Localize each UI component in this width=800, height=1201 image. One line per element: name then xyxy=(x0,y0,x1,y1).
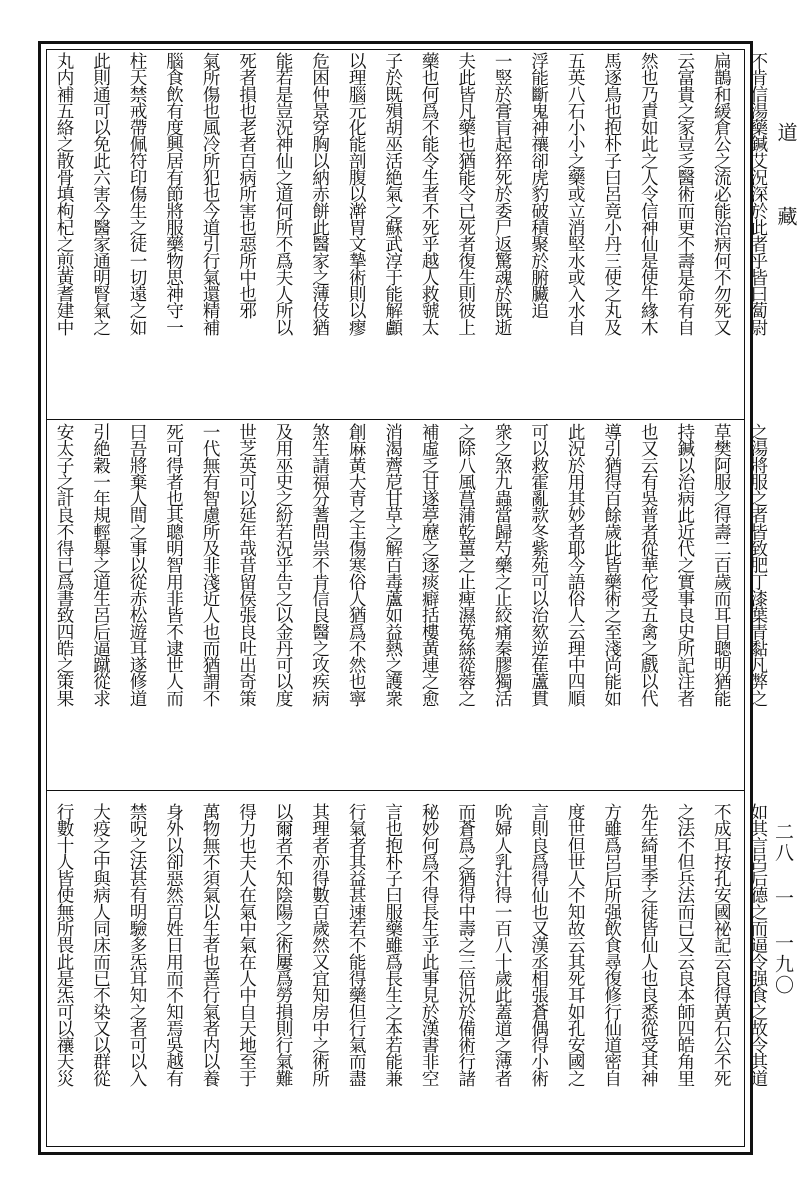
text-column: 先生綺里季之徒皆仙人也良悉從受其神 xyxy=(638,803,659,1087)
text-column: 創麻黃大青之主傷寒俗人猶爲不然也寧 xyxy=(346,423,367,707)
text-column: 世芝英可以延年哉昔留侯張良吐出奇策 xyxy=(236,423,257,707)
text-column: 危困仲景穿胸以納赤餅此醫家之薄伎猶 xyxy=(309,52,330,336)
text-column: 消渴薺苨甘草之解百毒蘆如益熱之護衆 xyxy=(382,423,403,707)
text-column: 腦食飲有度興居有節將服藥物思神守一 xyxy=(163,52,184,336)
text-column: 衆之煞九蟲當歸芍藥之止絞痛秦膠獨活 xyxy=(492,423,513,707)
text-column: 煞生請福分蓍問祟不肯信良醫之攻疾病 xyxy=(309,423,330,707)
text-column: 馬逐鳥也抱朴子曰呂竟小丹三使之丸及 xyxy=(601,52,622,336)
text-column: 補虛乏甘遂葶藶之逐痰癖括樓黃連之愈 xyxy=(419,423,440,707)
text-column: 言則良爲得仙也又漢丞相張蒼偶得小術 xyxy=(528,803,549,1087)
text-register-bottom xyxy=(0,803,800,1169)
text-column: 能若是豈況神仙之道何所不爲夫人所以 xyxy=(273,52,294,336)
register-divider xyxy=(46,790,745,791)
text-column: 大疫之中與病人同床而已不染又以群從 xyxy=(90,803,111,1087)
text-column: 扁鵲和緩倉公之流必能治病何不勿死又 xyxy=(711,52,732,336)
text-column: 丸内補五絡之散骨填枸杞之煎黃耆建中 xyxy=(54,52,74,336)
text-column: 持鍼以治病此近代之實事良史所記注者 xyxy=(674,423,695,707)
text-column: 言也抱朴子曰服藥雖爲長生之本若能兼 xyxy=(382,803,403,1087)
text-column: 禁呪之法甚有明驗多炁耳知之者可以入 xyxy=(127,803,148,1087)
text-column: 此則通可以免此六害今醫家通明腎氣之 xyxy=(90,52,111,336)
text-column: 也又云有吳普者從華佗受五禽之戲以代 xyxy=(638,423,659,707)
text-column: 五英八石小小之藥或立消堅水或入水自 xyxy=(565,52,586,336)
text-column: 之湯將服之者皆致肥丁漆葉青黏凡弊之 xyxy=(747,423,768,707)
text-column: 而蒼爲之猶得中壽之三倍況於備術行諸 xyxy=(455,803,476,1087)
text-column: 得力也夫人在氣中氣在人中自天地至于 xyxy=(236,803,257,1087)
text-column: 吮婦人乳汁得一百八十歲此蓋道之薄者 xyxy=(492,803,513,1087)
text-column: 云富貴之家豈乏醫術而更不壽是命有自 xyxy=(674,52,695,336)
text-column: 萬物無不須氣以生者也善行氣者内以養 xyxy=(200,803,221,1087)
text-column: 不成耳按孔安國祕記云良得黃石公不死 xyxy=(711,803,732,1087)
text-column: 行氣者其益甚速若不能得藥但行氣而盡 xyxy=(346,803,367,1087)
text-column: 一代無有智慮所及非淺近人也而猶謂不 xyxy=(200,423,221,707)
register-divider xyxy=(46,419,745,420)
text-column: 之法不但兵法而已又云良本師四皓角里 xyxy=(674,803,695,1087)
text-column: 方雖爲呂后所强飲食尋復修行仙道密自 xyxy=(601,803,622,1087)
text-column: 草樊阿服之得壽二百歲而耳目聰明猶能 xyxy=(711,423,732,707)
text-column: 及用巫史之紛若況乎告之以金丹可以度 xyxy=(273,423,294,707)
text-column: 度世但世人不知故云其死耳如孔安國之 xyxy=(565,803,586,1087)
text-column: 不肯信湯藥鍼艾況深於此者乎皆曰蔔尉 xyxy=(747,52,768,336)
book-title: 道 藏 xyxy=(774,122,798,246)
text-column: 夫此皆凡藥也猶能令已死者復生則彼上 xyxy=(455,52,476,336)
text-column: 氣所傷也風冷所犯也今道引行氣還精補 xyxy=(200,52,221,336)
text-column: 死者損也老者百病所害也惡所中也邪 xyxy=(236,52,257,319)
text-column: 以理腦元化能剖腹以澣胃文摯術則以瘳 xyxy=(346,52,367,336)
text-column: 導引猶得百餘歲此皆藥術之至淺尚能如 xyxy=(601,423,622,707)
text-column: 曰吾將棄人間之事以從赤松遊耳遂修道 xyxy=(127,423,148,707)
text-column: 此況於用其妙者耶今語俗人云理中四順 xyxy=(565,423,586,707)
text-column: 一竪於膏肓起猝死於委尸返驚魂於既逝 xyxy=(492,52,513,336)
text-column: 行數十人皆使無所畏此是炁可以禳天災 xyxy=(54,803,74,1087)
text-column: 柱天禁戒帶佩符印傷生之徒一切遠之如 xyxy=(127,52,148,336)
text-register-middle xyxy=(0,423,800,789)
page-number: 二八 一 一九〇 xyxy=(772,822,794,996)
text-column: 然也乃責如此之人令信神仙是使牛緣木 xyxy=(638,52,659,336)
text-column: 子於既殞胡巫活絶氣之蘇武淳于能解顱 xyxy=(382,52,403,336)
text-register-top xyxy=(0,52,800,418)
text-column: 其理者亦得數百歲然又宜知房中之術所 xyxy=(309,803,330,1087)
text-column: 安太子之計良不得已爲書致四皓之策果 xyxy=(54,423,74,707)
text-column: 秘妙何爲不得長生乎此事見於漢書非空 xyxy=(419,803,440,1087)
text-column: 死可得者也其聰明智用非皆不逮世人而 xyxy=(163,423,184,707)
text-column: 之除八風菖蒲乾薑之止痺濕菟絲蓯蓉之 xyxy=(455,423,476,707)
text-column: 浮能斷鬼神禳卻虎豹破積聚於腑臟追 xyxy=(528,52,549,319)
text-column: 藥也何爲不能令生者不死乎越人救虢太 xyxy=(419,52,440,336)
text-column: 可以救霍亂款冬紫苑可以治欬逆萑蘆貫 xyxy=(528,423,549,707)
text-column: 引絶穀一年規輕舉之道生呂后逼蹴從求 xyxy=(90,423,111,707)
text-column: 以爾者不知陰陽之術屢爲勞損則行氣難 xyxy=(273,803,294,1087)
text-column: 身外以卻惡然百姓日用而不知焉吳越有 xyxy=(163,803,184,1087)
text-column: 如其言呂后德之而逼令强食之故令其道 xyxy=(747,803,768,1087)
